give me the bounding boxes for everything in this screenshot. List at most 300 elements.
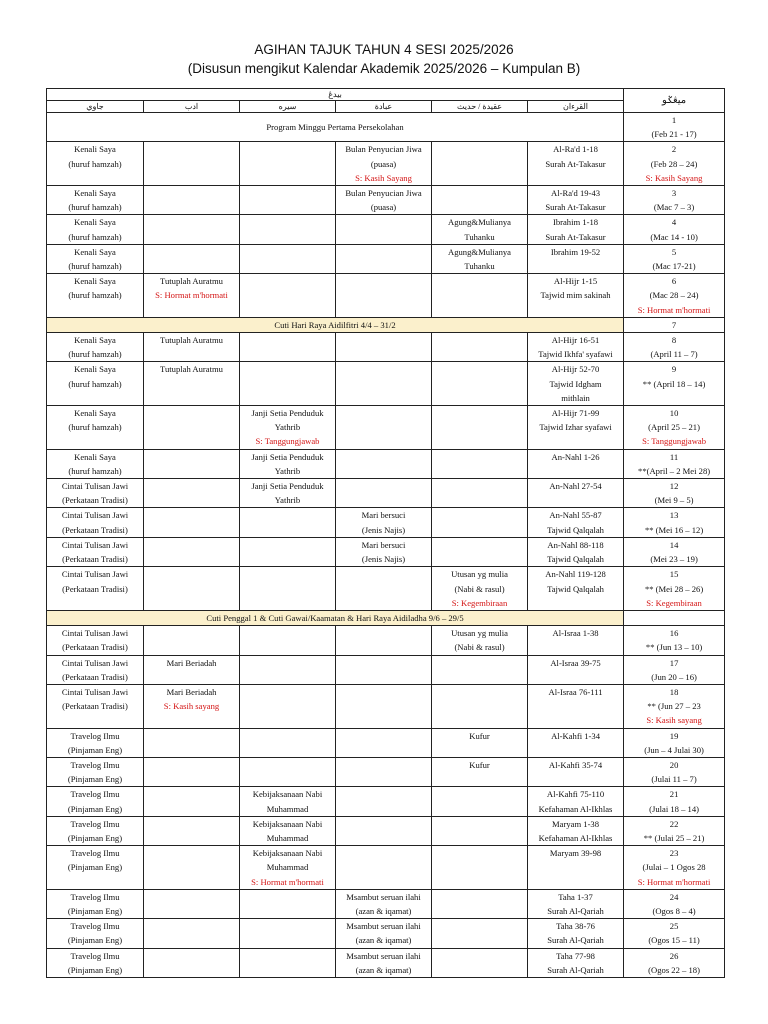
cell-text: 23 — [669, 848, 679, 859]
cell-akidah-hadis — [432, 846, 528, 890]
cell-adab — [144, 142, 240, 186]
cell-text: (Mei 23 – 19) — [650, 554, 698, 565]
cell-text: Surah At-Takasur — [545, 158, 606, 169]
cell-week — [624, 186, 725, 215]
cell-text: (azan & iqamat) — [355, 964, 412, 975]
cell-sirah — [240, 889, 336, 918]
cell-quran — [528, 362, 624, 406]
cell-quran — [528, 948, 624, 977]
cell-akidah-hadis — [432, 244, 528, 273]
cell-ibadah — [336, 684, 432, 728]
cell-text: (Pinjaman Eng) — [67, 774, 123, 785]
table-row — [47, 274, 725, 318]
cell-text: (Jenis Najis) — [361, 554, 406, 565]
cell-jawi — [47, 757, 144, 786]
column-header-sirah: سيره — [240, 101, 336, 113]
cell-text: Kenali Saya — [74, 246, 116, 257]
cell-text: (Ogos 22 – 18) — [648, 964, 700, 975]
cell-week — [624, 449, 725, 478]
cell-ibadah — [336, 757, 432, 786]
cell-week — [624, 333, 725, 362]
cell-quran — [528, 142, 624, 186]
cell-week — [624, 479, 725, 508]
cell-text: Mari Beriadah — [166, 686, 217, 697]
cell-text: (April 25 – 21) — [648, 422, 700, 433]
cell-ibadah — [336, 889, 432, 918]
cell-jawi — [47, 362, 144, 406]
cell-week — [624, 919, 725, 948]
cell-text: Al-Ra'd 1-18 — [553, 144, 598, 155]
cell-adab — [144, 919, 240, 948]
cell-text: Tajwid Qalqalah — [547, 524, 604, 535]
table-row — [47, 948, 725, 977]
cell-adab — [144, 816, 240, 845]
table-row — [47, 244, 725, 273]
cell-jawi — [47, 816, 144, 845]
cell-text: Al-Hijr 1-15 — [553, 276, 598, 287]
cell-text: Muhammad — [266, 862, 309, 873]
table-row — [47, 333, 725, 362]
cell-jawi — [47, 244, 144, 273]
table-row — [47, 508, 725, 537]
cell-jawi — [47, 142, 144, 186]
cell-adab — [144, 244, 240, 273]
cell-week — [624, 889, 725, 918]
cell-week — [624, 948, 725, 977]
cell-text: ** (Mei 28 – 26) — [644, 583, 704, 594]
cell-jawi — [47, 449, 144, 478]
cell-text: Janji Setia Penduduk — [251, 481, 324, 492]
cell-quran — [528, 244, 624, 273]
cell-text: Yathrib — [274, 465, 301, 476]
cell-text: (Mei 9 – 5) — [654, 495, 694, 506]
cell-text: Kufur — [469, 730, 490, 741]
cell-text: (Julai – 1 Ogos 28 — [642, 862, 706, 873]
cell-text: (Ogos 8 – 4) — [652, 905, 696, 916]
cell-sirah — [240, 684, 336, 728]
cell-quran — [528, 333, 624, 362]
break-row — [47, 317, 725, 332]
cell-text: Tajwid Qalqalah — [547, 554, 604, 565]
cell-text: Al-Kahfi 35-74 — [548, 759, 603, 770]
cell-ibadah — [336, 142, 432, 186]
table-row — [47, 655, 725, 684]
cell-ibadah — [336, 274, 432, 318]
cell-text: (Mac 28 – 24) — [649, 290, 699, 301]
cell-text: (Pinjaman Eng) — [67, 905, 123, 916]
cell-week — [624, 113, 725, 142]
cell-jawi — [47, 919, 144, 948]
cell-quran — [528, 537, 624, 566]
cell-text: (Jenis Najis) — [361, 524, 406, 535]
cell-adab — [144, 508, 240, 537]
cell-quran — [528, 479, 624, 508]
cell-text: ** (Mei 16 – 12) — [644, 524, 704, 535]
cell-text: An-Nahl 55-87 — [549, 510, 602, 521]
cell-text: Travelog Ilmu — [70, 818, 120, 829]
cell-sirah — [240, 626, 336, 655]
cell-akidah-hadis — [432, 757, 528, 786]
cell-sirah — [240, 479, 336, 508]
cell-text: Tajwid Idgham — [549, 378, 602, 389]
cell-sirah — [240, 787, 336, 816]
cell-sirah — [240, 215, 336, 244]
cell-text: ** (April 18 – 14) — [642, 378, 706, 389]
cell-adab — [144, 655, 240, 684]
cell-sirah — [240, 728, 336, 757]
cell-akidah-hadis — [432, 215, 528, 244]
cell-ibadah — [336, 919, 432, 948]
cell-quran — [528, 626, 624, 655]
cell-adab — [144, 479, 240, 508]
cell-text: Kenali Saya — [74, 408, 116, 419]
cell-ibadah — [336, 655, 432, 684]
cell-week — [624, 655, 725, 684]
cell-akidah-hadis — [432, 333, 528, 362]
cell-text: Al-Israa 39-75 — [550, 657, 601, 668]
cell-adab — [144, 567, 240, 611]
cell-quran — [528, 757, 624, 786]
cell-akidah-hadis — [432, 919, 528, 948]
cell-text: (Perkataan Tradisi) — [62, 671, 128, 682]
cell-text: ** (Julai 25 – 21) — [643, 832, 705, 843]
cell-text: (puasa) — [370, 158, 397, 169]
break-row — [47, 610, 725, 625]
cell-text: Travelog Ilmu — [70, 891, 120, 902]
value-note: S: Kasih sayang — [646, 715, 702, 726]
cell-adab — [144, 186, 240, 215]
cell-ibadah — [336, 508, 432, 537]
break-label: Cuti Hari Raya Aidilfitri 4/4 – 31/2 — [47, 317, 624, 332]
cell-text: Al-Kahfi 75-110 — [546, 789, 605, 800]
subject-group-header: بيدڠ — [47, 89, 624, 101]
cell-text: Tutuplah Auratmu — [160, 335, 223, 346]
cell-akidah-hadis — [432, 787, 528, 816]
cell-jawi — [47, 274, 144, 318]
cell-text: (azan & iqamat) — [355, 935, 412, 946]
cell-adab — [144, 449, 240, 478]
cell-sirah — [240, 816, 336, 845]
cell-text: (Mac 17-21) — [652, 261, 696, 272]
cell-week — [624, 757, 725, 786]
cell-week — [624, 317, 725, 332]
cell-adab — [144, 728, 240, 757]
cell-adab — [144, 626, 240, 655]
cell-text: Al-Israa 76-111 — [548, 686, 603, 697]
cell-akidah-hadis — [432, 655, 528, 684]
cell-text: Kefahaman Al-Ikhlas — [538, 803, 613, 814]
cell-text: Muhammad — [266, 803, 309, 814]
cell-sirah — [240, 406, 336, 450]
cell-week — [624, 274, 725, 318]
cell-text: Cintai Tulisan Jawi — [61, 628, 129, 639]
cell-text: 5 — [671, 246, 677, 257]
cell-sirah — [240, 948, 336, 977]
cell-text: Kenali Saya — [74, 276, 116, 287]
table-row — [47, 406, 725, 450]
cell-quran — [528, 186, 624, 215]
cell-week — [624, 244, 725, 273]
cell-week — [624, 406, 725, 450]
cell-jawi — [47, 948, 144, 977]
table-row — [47, 215, 725, 244]
cell-text: An-Nahl 119-128 — [545, 569, 606, 580]
cell-text: (Pinjaman Eng) — [67, 832, 123, 843]
cell-quran — [528, 728, 624, 757]
cell-text: Taha 1-37 — [558, 891, 593, 902]
cell-text: 11 — [669, 451, 679, 462]
cell-text: 20 — [669, 759, 679, 770]
cell-text: (huruf hamzah) — [68, 231, 122, 242]
cell-jawi — [47, 889, 144, 918]
cell-text: An-Nahl 88-118 — [547, 539, 604, 550]
cell-text: Bulan Penyucian Jiwa — [345, 144, 422, 155]
table-row — [47, 757, 725, 786]
cell-text: (huruf hamzah) — [68, 465, 122, 476]
cell-adab — [144, 757, 240, 786]
cell-text: Msambut seruan ilahi — [346, 950, 421, 961]
cell-text: Travelog Ilmu — [70, 730, 120, 741]
cell-akidah-hadis — [432, 537, 528, 566]
cell-text: 22 — [669, 818, 679, 829]
cell-akidah-hadis — [432, 948, 528, 977]
cell-text: Surah Al-Qariah — [547, 964, 604, 975]
cell-week — [624, 610, 725, 625]
cell-text: Surah Al-Qariah — [547, 905, 604, 916]
cell-text: 12 — [669, 481, 679, 492]
cell-text: Tajwid Ikhfa' syafawi — [538, 349, 613, 360]
cell-ibadah — [336, 728, 432, 757]
cell-week — [624, 508, 725, 537]
cell-sirah — [240, 537, 336, 566]
cell-text: Kefahaman Al-Ikhlas — [538, 832, 613, 843]
cell-text: Kufur — [469, 759, 490, 770]
cell-ibadah — [336, 537, 432, 566]
cell-ibadah — [336, 787, 432, 816]
cell-text: Kenali Saya — [74, 188, 116, 199]
cell-jawi — [47, 567, 144, 611]
table-row — [47, 567, 725, 611]
cell-ibadah — [336, 846, 432, 890]
cell-text: (huruf hamzah) — [68, 261, 122, 272]
cell-text: 16 — [669, 628, 679, 639]
cell-text: Tuhanku — [464, 231, 495, 242]
table-row — [47, 479, 725, 508]
cell-sirah — [240, 244, 336, 273]
cell-week — [624, 537, 725, 566]
cell-text: Travelog Ilmu — [70, 848, 120, 859]
cell-text: Kenali Saya — [74, 364, 116, 375]
cell-text: Al-Kahfi 1-34 — [551, 730, 600, 741]
header-row-columns — [47, 101, 725, 113]
cell-text: 25 — [669, 921, 679, 932]
cell-text: (Perkataan Tradisi) — [62, 495, 128, 506]
cell-text: 24 — [669, 891, 679, 902]
cell-text: Tutuplah Auratmu — [160, 364, 223, 375]
cell-adab — [144, 787, 240, 816]
cell-text: (Perkataan Tradisi) — [62, 701, 128, 712]
cell-jawi — [47, 684, 144, 728]
cell-text: Taha 38-76 — [556, 921, 595, 932]
break-row — [47, 113, 725, 142]
cell-text: 3 — [671, 188, 677, 199]
cell-quran — [528, 449, 624, 478]
table-row — [47, 142, 725, 186]
cell-text: mithlain — [561, 392, 590, 403]
cell-adab — [144, 406, 240, 450]
cell-week — [624, 362, 725, 406]
cell-sirah — [240, 449, 336, 478]
cell-akidah-hadis — [432, 142, 528, 186]
cell-jawi — [47, 846, 144, 890]
table-row — [47, 537, 725, 566]
cell-text: Kebijaksanaan Nabi — [252, 848, 323, 859]
cell-text: Bulan Penyucian Jiwa — [345, 188, 422, 199]
cell-akidah-hadis — [432, 406, 528, 450]
cell-text: **(April – 2 Mei 28) — [638, 465, 711, 476]
cell-text: An-Nahl 1-26 — [551, 451, 600, 462]
cell-text: Al-Hijr 71-99 — [551, 408, 600, 419]
cell-text: 15 — [669, 569, 679, 580]
cell-week — [624, 215, 725, 244]
cell-text: (Feb 28 – 24) — [650, 158, 698, 169]
table-row — [47, 728, 725, 757]
cell-week — [624, 567, 725, 611]
cell-akidah-hadis — [432, 684, 528, 728]
column-header-ibadah: عبادة — [336, 101, 432, 113]
cell-jawi — [47, 333, 144, 362]
cell-text: Ibrahim 1-18 — [552, 217, 599, 228]
cell-text: Yathrib — [274, 495, 301, 506]
cell-akidah-hadis — [432, 889, 528, 918]
cell-text: Maryam 1-38 — [552, 818, 600, 829]
cell-text: Utusan yg mulia — [451, 569, 508, 580]
cell-sirah — [240, 333, 336, 362]
cell-text: (huruf hamzah) — [68, 290, 122, 301]
cell-text: 2 — [671, 144, 677, 155]
cell-week — [624, 816, 725, 845]
cell-text: Agung&Mulianya — [447, 246, 511, 257]
value-note: S: Kasih sayang — [163, 701, 220, 712]
cell-text: Tajwid mim sakinah — [540, 290, 611, 301]
cell-text: Cintai Tulisan Jawi — [61, 510, 129, 521]
cell-text: (Jun – 4 Julai 30) — [644, 744, 704, 755]
cell-akidah-hadis — [432, 479, 528, 508]
cell-text: Ibrahim 19-52 — [550, 246, 601, 257]
cell-text: Travelog Ilmu — [70, 759, 120, 770]
cell-text: 10 — [669, 408, 679, 419]
cell-text: Cintai Tulisan Jawi — [61, 539, 129, 550]
cell-text: Surah At-Takasur — [545, 231, 606, 242]
cell-sirah — [240, 142, 336, 186]
cell-akidah-hadis — [432, 567, 528, 611]
cell-text: Al-Hijr 16-51 — [551, 335, 600, 346]
cell-jawi — [47, 406, 144, 450]
cell-ibadah — [336, 406, 432, 450]
cell-text: Cintai Tulisan Jawi — [61, 657, 129, 668]
cell-text: Taha 77-98 — [556, 950, 595, 961]
value-note: S: Hormat m'hormati — [637, 876, 711, 887]
cell-text: Tajwid Izhar syafawi — [539, 422, 612, 433]
cell-text: Cintai Tulisan Jawi — [61, 569, 129, 580]
cell-text: Surah At-Takasur — [545, 202, 606, 213]
cell-quran — [528, 655, 624, 684]
cell-text: 1 — [671, 115, 677, 125]
cell-jawi — [47, 186, 144, 215]
column-header-jawi: جاوي — [47, 101, 144, 113]
cell-text: (Pinjaman Eng) — [67, 744, 123, 755]
cell-ibadah — [336, 333, 432, 362]
cell-sirah — [240, 567, 336, 611]
table-row — [47, 846, 725, 890]
cell-jawi — [47, 626, 144, 655]
table-row — [47, 919, 725, 948]
cell-text: (Perkataan Tradisi) — [62, 642, 128, 653]
cell-akidah-hadis — [432, 626, 528, 655]
cell-text: Kebijaksanaan Nabi — [252, 789, 323, 800]
column-header-adab: ادب — [144, 101, 240, 113]
cell-week — [624, 728, 725, 757]
table-row — [47, 186, 725, 215]
cell-jawi — [47, 479, 144, 508]
cell-akidah-hadis — [432, 728, 528, 757]
cell-week — [624, 626, 725, 655]
column-header-quran: القرءان — [528, 101, 624, 113]
value-note: S: Kasih Sayang — [645, 172, 703, 183]
column-header-akidah-hadis: عقيدة / حديث — [432, 101, 528, 113]
cell-text: (Mac 14 - 10) — [650, 231, 698, 242]
cell-text: Mari bersuci — [361, 510, 406, 521]
table-row — [47, 816, 725, 845]
value-note: S: Kegembiraan — [451, 597, 508, 608]
cell-sirah — [240, 274, 336, 318]
cell-ibadah — [336, 362, 432, 406]
cell-quran — [528, 215, 624, 244]
cell-text: (huruf hamzah) — [68, 158, 122, 169]
cell-ibadah — [336, 479, 432, 508]
cell-text: (Feb 21 - 17) — [651, 129, 697, 140]
cell-text: 18 — [669, 686, 679, 697]
document-subtitle: (Disusun mengikut Kalendar Akademik 2025/2026 – Kumpulan B) — [187, 61, 581, 76]
cell-quran — [528, 684, 624, 728]
cell-text: Tutuplah Auratmu — [160, 276, 223, 287]
cell-akidah-hadis — [432, 508, 528, 537]
break-label: Cuti Penggal 1 & Cuti Gawai/Kaamatan & Hari Raya Aidiladha 9/6 – 29/5 — [47, 610, 624, 625]
cell-text: Utusan yg mulia — [451, 628, 508, 639]
value-note: S: Hormat m'hormati — [155, 290, 228, 301]
cell-quran — [528, 567, 624, 611]
cell-text: (Ogos 15 – 11) — [648, 935, 700, 946]
cell-text: (huruf hamzah) — [68, 378, 122, 389]
cell-sirah — [240, 186, 336, 215]
break-label: Program Minggu Pertama Persekolahan — [47, 113, 624, 142]
cell-text: Surah Al-Qariah — [547, 935, 604, 946]
cell-text: (azan & iqamat) — [355, 905, 412, 916]
cell-text: Mari Beriadah — [166, 657, 217, 668]
cell-ibadah — [336, 948, 432, 977]
cell-text: Muhammad — [266, 832, 309, 843]
cell-akidah-hadis — [432, 449, 528, 478]
cell-text: Kenali Saya — [74, 217, 116, 228]
cell-jawi — [47, 787, 144, 816]
cell-adab — [144, 362, 240, 406]
cell-quran — [528, 816, 624, 845]
cell-text: 6 — [671, 276, 677, 287]
cell-jawi — [47, 728, 144, 757]
cell-text: (Pinjaman Eng) — [67, 935, 123, 946]
table-row — [47, 684, 725, 728]
cell-text: Agung&Mulianya — [447, 217, 511, 228]
